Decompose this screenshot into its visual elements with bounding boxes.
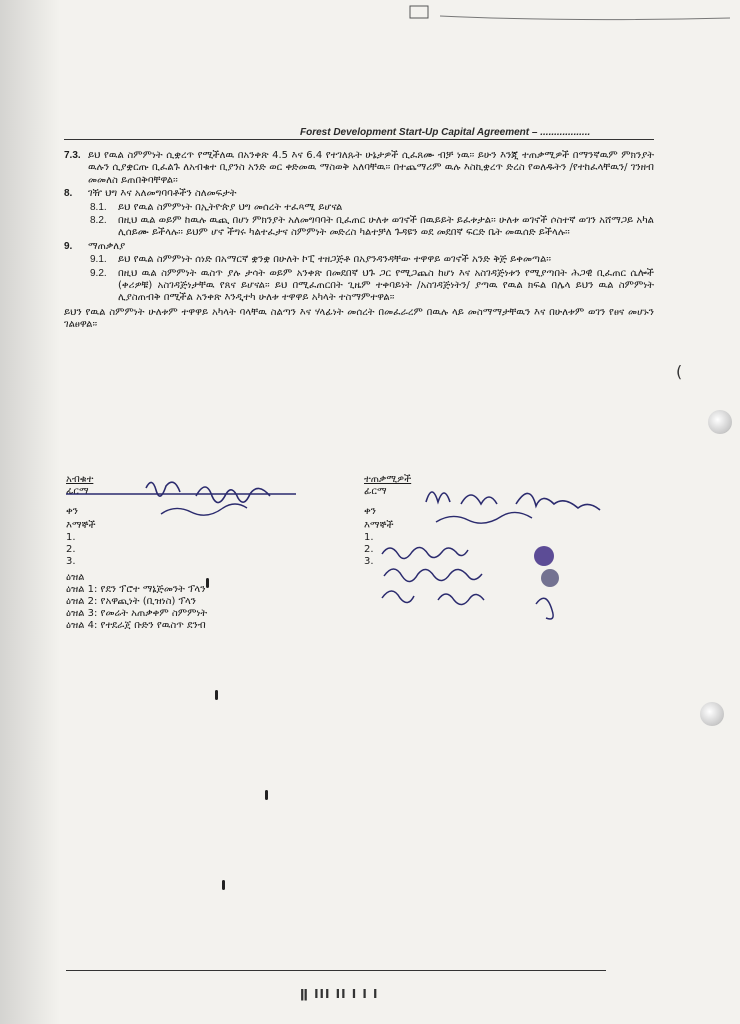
witness-2: 2. bbox=[66, 544, 76, 555]
section-7-3 bbox=[64, 150, 654, 187]
section-8-2 bbox=[64, 215, 654, 240]
witness-2: 2. bbox=[364, 544, 374, 555]
fingerprint-3 bbox=[536, 598, 553, 619]
witness-label: እማኞች bbox=[66, 520, 96, 531]
witness-signature-2 bbox=[384, 569, 482, 582]
left-date-scrawl bbox=[161, 504, 247, 515]
witness-label: እማኞች bbox=[364, 520, 394, 531]
witness-1: 1. bbox=[364, 532, 374, 543]
section-number: 7.3. bbox=[64, 150, 81, 161]
footer-rule bbox=[66, 970, 606, 971]
party-heading: ተጠቃሚዎች bbox=[364, 474, 412, 485]
subsection-number: 9.2. bbox=[90, 267, 107, 279]
closing-statement: ይህን የዉል ስምምነት ሁለቱም ተዋዋይ አካላት ባላቸዉ ስልጣን እና ሃላፊነት መሰረት በመፈራረም በዉሉ ላይ መስማማታቸዉን እና በሁለቱም ወገን የፀና መሆኑን ገልፀዋል፡፡ bbox=[64, 306, 654, 331]
left-signature bbox=[146, 482, 270, 502]
ink-dot bbox=[206, 578, 209, 588]
section-8-1 bbox=[64, 202, 654, 214]
ink-dot bbox=[215, 690, 218, 700]
annex-heading: ዕዝል bbox=[66, 572, 85, 583]
header-title: Forest Development Start-Up Capital Agreement – .................. bbox=[300, 127, 591, 138]
fingerprint-2 bbox=[541, 569, 559, 587]
witness-1: 1. bbox=[66, 532, 76, 543]
witness-signature-1 bbox=[382, 547, 468, 558]
right-signature bbox=[426, 492, 600, 510]
witness-3: 3. bbox=[66, 556, 76, 567]
punch-hole bbox=[700, 702, 724, 726]
section-number: 9. bbox=[64, 240, 73, 252]
date-label: ቀን bbox=[364, 506, 376, 517]
party-heading: አብቁተ bbox=[66, 474, 94, 485]
ink-dot bbox=[222, 880, 225, 890]
section-9-1 bbox=[64, 254, 654, 266]
section-9 bbox=[64, 241, 654, 253]
section-8 bbox=[64, 188, 654, 200]
annex-item: ዕዝል 1: የደን ፕሮተ ማኔጅመንት ፕላን bbox=[66, 584, 206, 595]
witness-signature-3 bbox=[382, 591, 484, 605]
annex-item: ዕዝል 2: የአዋጪነት (ቢዝነስ) ፕላን bbox=[66, 596, 196, 607]
section-text: ይህ የዉል ስምምነት ሲቋረጥ የሚችለዉ በአንቀጽ 4.5 እና 6.4 የተገለጹት ሁኔታዎች ሲፈጸሙ ብቻ ነዉ፡፡ ይሁን እንጂ ተጠቃሚዎች በማንኛዉም ምክንያት ዉሉን ሲያቋርጡ ቢፈልጉ ለአብቁተ ቢያንስ አንድ ወር ቀድመዉ ማስወቅ አለባቸዉ፡፡ በተጨማሪም ዉሉ እስኪቋረጥ ድረስ የወለዱትን /የተከፈላቸዉን/ ገንዘብ መመለስ ይጠበቅባቸዋል፡፡ bbox=[88, 150, 654, 186]
right-date-scrawl bbox=[436, 512, 532, 523]
date-label: ቀን bbox=[66, 506, 78, 517]
scan-shadow bbox=[0, 0, 60, 1024]
subsection-text: በዚህ ዉል ስምምነት ዉስጥ ያሉ ታሳት ወይም አንቀጽ በመደበኛ ህጉ ጋር የሚጋጨስ ከሆነ እና አስገዳጅነቱን የሚያጣበት ሕጋዊ ቢፈጠር ሴሎች (ቀሪዎቹ) አስገዳጅነታቸዉ የጸና ይሆናል፡፡ ይህ በሚፈጠርበት ጊዜም ተቀባይነት /አስገዳጅነትን/ ያጣዉ የዉል ክፍል በሌላ ይህን ዉል ስምምነት ሊያስጠብቅ በሚችል አንቀጽ እንዲተካ ሁለቱ ተዋዋይ አካላት ተስማምተዋል፡፡ bbox=[118, 267, 654, 304]
ink-dot bbox=[265, 790, 268, 800]
top-scrawl-mark bbox=[400, 0, 740, 30]
punch-hole bbox=[708, 410, 732, 434]
subsection-number: 8.2. bbox=[90, 215, 107, 227]
sign-label: ፊርማ bbox=[66, 486, 89, 497]
fingerprint-1 bbox=[534, 546, 554, 566]
witness-3: 3. bbox=[364, 556, 374, 567]
margin-note: ( bbox=[676, 362, 683, 381]
section-heading: ማጠቃለያ bbox=[88, 240, 126, 252]
annex-item: ዕዝል 4: የተደራጀ ቡድን የዉስጥ ደንብ bbox=[66, 620, 206, 631]
handwritten-signatures bbox=[66, 474, 666, 634]
section-heading: ገዥ ህግ እና አለመግባባቶችን ስለመፍታት bbox=[88, 188, 237, 200]
agreement-body bbox=[64, 150, 654, 332]
sign-label: ፊርማ bbox=[364, 486, 387, 497]
subsection-number: 8.1. bbox=[90, 201, 107, 213]
section-9-2 bbox=[64, 268, 654, 305]
annex-item: ዕዝል 3: የመሬት አጠቃቀም ስምምነት bbox=[66, 608, 208, 619]
subsection-number: 9.1. bbox=[90, 254, 107, 266]
subsection-text: ይህ የዉል ስምምነት በኢትዮጵያ ህግ መሰረት ተፈጻሚ ይሆናል bbox=[118, 201, 343, 213]
subsection-text: በዚህ ዉል ወይም ከዉሉ ዉጪ በሆነ ምክንያት አለመግባባት ቢፈጠር ሁለቱ ወገኖች በዉይይት ይፈቱታል፡፡ ሁለቱ ወገኖች ሶስተኛ ወገን አሸማጋይ አካል ሊሰይሙ ይችላሉ፡፡ ይህም ሆኖ ችግሩ ካልተፈታና ስምምነት መድረስ ካልተቻለ ጉዳዩን ወደ መደበኛ ፍርድ ቤት መዉሰድ ይችላሉ፡፡ bbox=[118, 215, 654, 239]
signature-area bbox=[66, 474, 666, 664]
footer-stamp: ǁ ΙΙΙ ΙΙ Ι Ι Ι bbox=[300, 987, 379, 1001]
header-rule bbox=[64, 139, 654, 140]
section-number: 8. bbox=[64, 188, 73, 200]
subsection-text: ይህ የዉል ስምምነት ሰነድ በአማርኛ ቋንቋ በሁለት ኮፒ ተዘጋጅቶ በአያንዳንዳቸው ተዋዋይ ወገኖች አንድ ቅጅ ይቀመጣል፡፡ bbox=[118, 254, 552, 266]
